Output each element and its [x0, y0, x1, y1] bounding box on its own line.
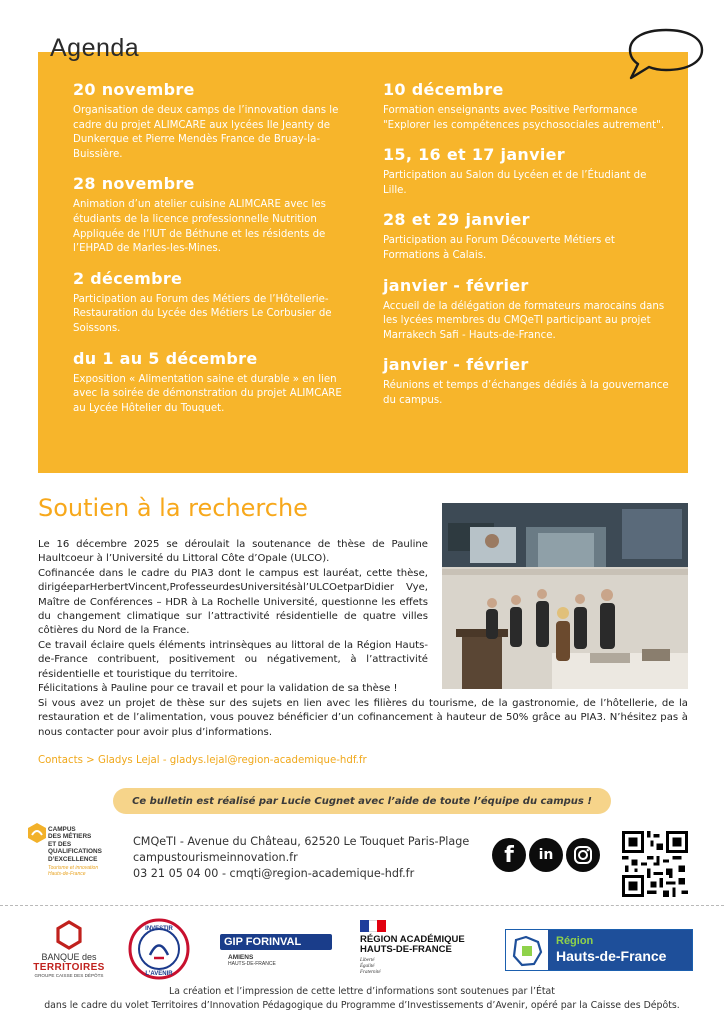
thesis-defense-photo: [442, 503, 688, 689]
agenda-event: [73, 80, 353, 162]
divider: [0, 905, 724, 906]
investir-avenir-logo: [128, 918, 190, 980]
speech-bubble-icon: [626, 26, 706, 82]
event-date: 28 et 29 janvier: [383, 210, 530, 230]
event-date: 28 novembre: [73, 174, 195, 194]
credit-banner: Ce bulletin est réalisé par Lucie Cugnet avec l’aide de toute l’équipe du campus !: [113, 788, 611, 814]
phone-email[interactable]: 03 21 05 04 00 - cmqti@region-academique-hdf.fr: [133, 867, 415, 880]
banque-hexagon-icon: [55, 920, 83, 950]
svg-text:L’AVENIR: L’AVENIR: [145, 971, 173, 977]
event-date: du 1 au 5 décembre: [73, 348, 258, 368]
qr-code[interactable]: [622, 831, 688, 897]
article-paragraph: Le 16 décembre 2025 se déroulait la soutenance de thèse de Pauline Haultcoeur à l’Université du Littoral Côte d’Opale (ULCO).: [38, 539, 428, 565]
agenda-event: [383, 210, 673, 263]
event-text: Animation d’un atelier cuisine ALIMCARE avec les étudiants de la licence professionnelle Nutrition Appliquée de l’IUT de Béthune et les résidents de l’EHPAD de Marles-les-Mines.: [73, 199, 326, 255]
campus-emblem-icon: [26, 822, 48, 844]
region-hauts-de-france-logo: Région Hauts-de-France: [505, 929, 693, 971]
agenda-event: [383, 80, 673, 133]
campus-logo-subtitle: Tourisme et innovation Hauts-de-France: [48, 865, 99, 877]
research-section-title: Soutien à la recherche: [38, 494, 308, 522]
event-date: janvier - février: [383, 275, 529, 295]
agenda-event: [383, 276, 673, 344]
region-map-icon: [510, 934, 544, 968]
region-academique-logo: RÉGION ACADÉMIQUE HAUTS-DE-FRANCE Liberté Égalité Fraternité: [360, 920, 490, 980]
event-date: janvier - février: [383, 355, 529, 375]
campus-logo: [26, 820, 116, 886]
agenda-title: Agenda: [50, 34, 140, 62]
linkedin-icon[interactable]: in: [529, 838, 563, 872]
instagram-icon[interactable]: [566, 838, 600, 872]
event-text: Participation au Salon du Lycéen et de l’Étudiant de Lille.: [383, 170, 647, 196]
agenda-event: [73, 269, 353, 337]
agenda-event: [73, 349, 353, 417]
footer-line: dans le cadre du volet Territoires d’Innovation Pédagogique du Programme d’Investissements d’Avenir, opéré par la Caisse des Dépôts.: [44, 1000, 680, 1011]
contact-info: [133, 834, 469, 882]
event-date: 10 décembre: [383, 80, 504, 99]
agenda-right-column: [383, 80, 673, 421]
event-text: Accueil de la délégation de formateurs marocains dans les lycées membres du CMQeTI participant au projet Marrakech Safi - Hauts-de-France.: [383, 300, 665, 341]
agenda-event: [73, 174, 353, 256]
gip-forinval-logo: GIP FORINVAL AMIENS HAUTS-DE-FRANCE: [220, 934, 332, 974]
article-paragraph-wide: Si vous avez un projet de thèse sur des sujets en lien avec les filières du tourisme, de la gastronomie, de l’hôtellerie, de la restauration et de l’alimentation, vous pouvez bénéficier d’un cofinancement à hauteur de 50% grâce au PIA3. N’hésitez pas à nous contacter pour avoir plus d’informations.: [38, 698, 688, 738]
banque-des-territoires-logo: BANQUE des TERRITOIRES GROUPE CAISSE DES DÉPÔTS: [30, 920, 108, 980]
contacts-link[interactable]: Contacts > Gladys Lejal - gladys.lejal@region-academique-hdf.fr: [38, 755, 367, 766]
event-date: 20 novembre: [73, 80, 195, 99]
facebook-icon[interactable]: f: [492, 838, 526, 872]
research-article: [38, 538, 428, 696]
article-paragraph: Cofinancée dans le cadre du PIA3 dont le campus est lauréat, cette thèse, dirigéeparHerbertVincent,ProfesseurdesUniversitésàl’ULCOetparDidier Vye, Maître de Conférences – HDR à La Rochelle Université, questionne les effets du changement climatique sur l’attractivité résidentielle de quatre villes côtières du Nord de la France.: [38, 567, 428, 637]
event-date: 15, 16 et 17 janvier: [383, 145, 565, 165]
agenda-left-column: [73, 80, 353, 428]
event-text: Participation au Forum des Métiers de l’Hôtellerie-Restauration du Lycée des Métiers Le Corbusier de Soissons.: [73, 293, 332, 334]
article-paragraph: Félicitations à Pauline pour ce travail et pour la validation de sa thèse !: [38, 683, 398, 695]
event-text: Organisation de deux camps de l’innovation dans le cadre du projet ALIMCARE aux lycées Ile Jeanty de Dunkerque et Pierre Mendès France de Bruay-la-Buissière.: [73, 105, 339, 160]
event-date: 2 décembre: [73, 268, 183, 288]
footer-line: La création et l’impression de cette lettre d’informations sont soutenues par l’État: [169, 986, 555, 997]
french-flag-icon: [360, 920, 386, 932]
article-paragraph: Ce travail éclaire quels éléments intrinsèques au littoral de la Région Hauts-de-France contribuent, positivement ou négativement, à l’attractivité résidentielle et touristique du territoire.: [38, 639, 428, 680]
agenda-event: [383, 355, 673, 408]
event-text: Réunions et temps d’échanges dédiés à la gouvernance du campus.: [383, 380, 669, 406]
svg-text:INVESTIR: INVESTIR: [145, 926, 173, 932]
event-text: Participation au Forum Découverte Métiers et Formations à Calais.: [383, 235, 615, 261]
agenda-event: [383, 145, 673, 198]
address: CMQeTI - Avenue du Château, 62520 Le Touquet Paris-Plage: [133, 835, 470, 848]
event-text: Formation enseignants avec Positive Performance "Explorer les compétences psychosociales autrement".: [383, 105, 665, 131]
website-link[interactable]: campustourismeinnovation.fr: [133, 851, 298, 864]
event-text: Exposition « Alimentation saine et durable » en lien avec la soirée de démonstration du projet ALIMCARE au Lycée Hôtelier du Touquet.: [73, 373, 342, 414]
campus-logo-text: CAMPUS DES MÉTIERS ET DES QUALIFICATIONS D’EXCELLENCE: [48, 826, 102, 863]
footer: [0, 985, 724, 1013]
